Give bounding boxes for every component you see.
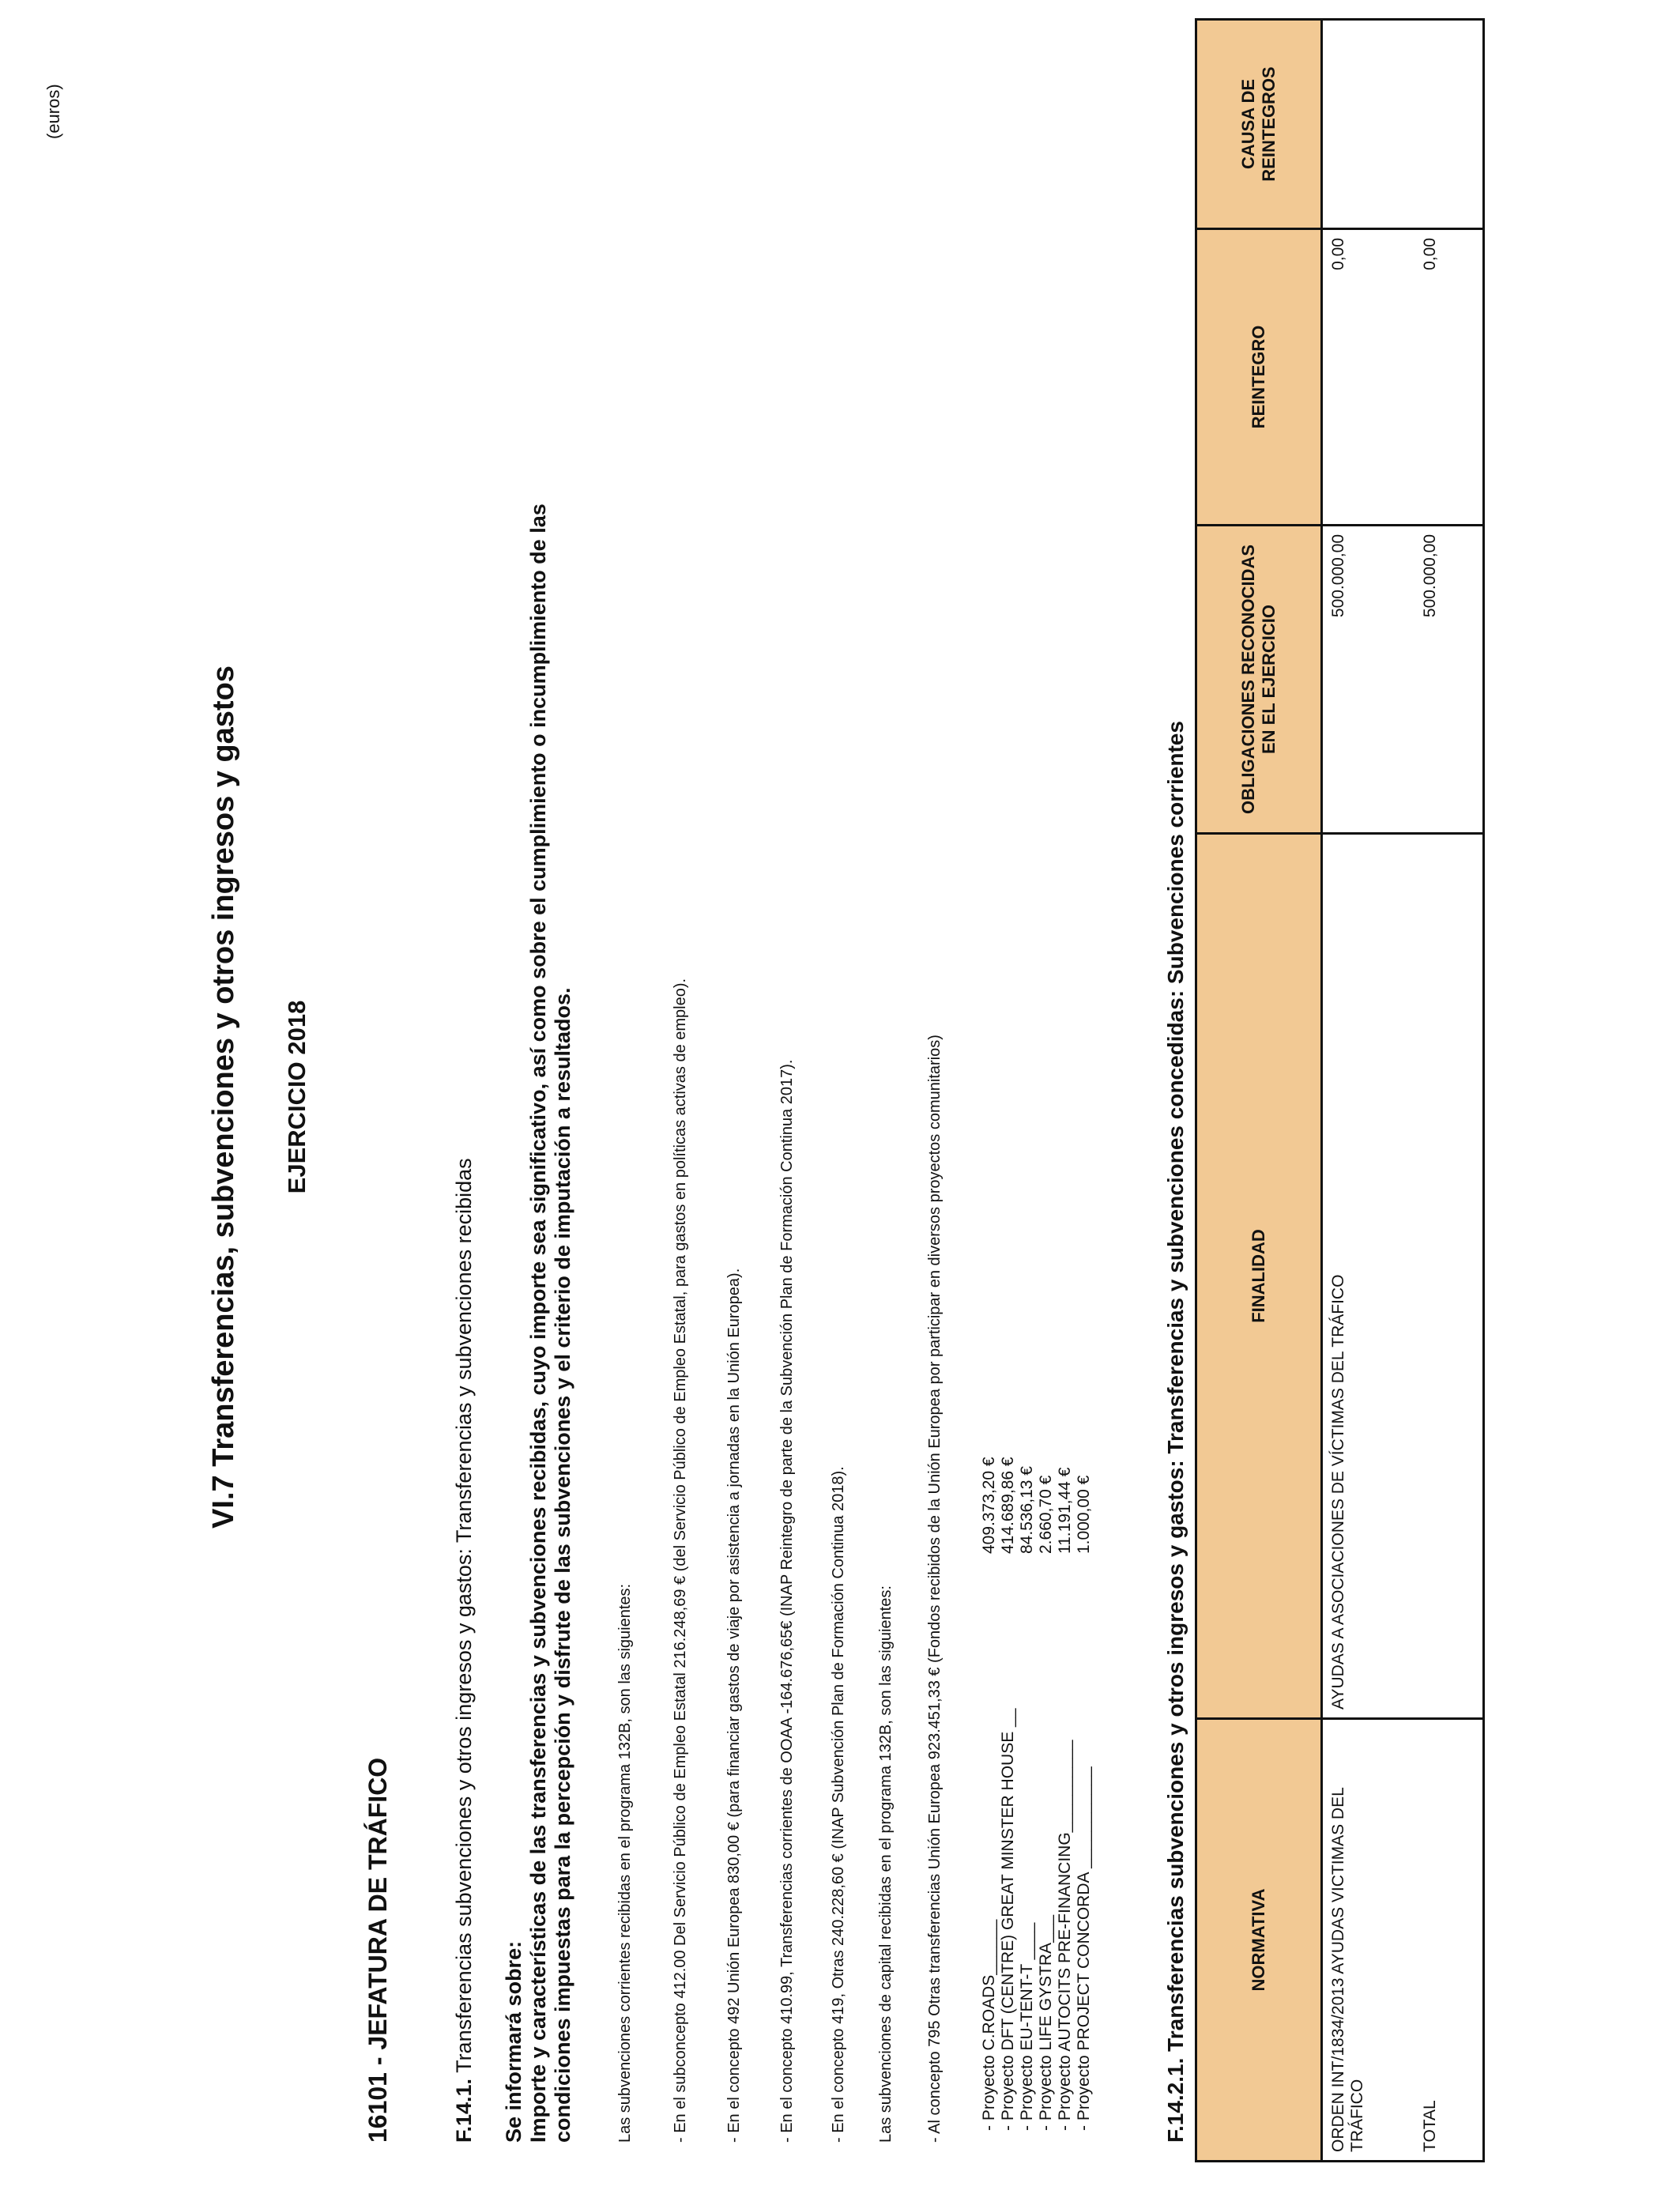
cell-finalidad: AYUDAS A ASOCIACIONES DE VÍCTIMAS DEL TRÁFICO xyxy=(1322,834,1415,1719)
table-header-row xyxy=(1196,20,1322,2162)
project-amount: 409.373,20 € xyxy=(980,1457,998,1554)
project-amount: 1.000,00 € xyxy=(1075,1475,1093,1554)
total-finalidad-empty xyxy=(1414,834,1484,1719)
project-name: - Proyecto EU-TENT-T ____ xyxy=(1018,1922,1036,2131)
section-title: Transferencias subvenciones y otros ingresos y gastos: Transferencias y subvenciones concedidas: Subvenciones corrientes xyxy=(1163,721,1188,2052)
project-name: - Proyecto C.ROADS______ xyxy=(980,1919,998,2131)
paragraph-419: - En el concepto 419, Otras 240.228,60 € (INAP Subvención Plan de Formación Continua 2018). xyxy=(830,1466,847,2143)
total-causa-empty xyxy=(1414,20,1484,229)
note-line: Importe y características de las transferencias y subvenciones recibidas, cuyo importe sea significativo, así como sobre el cumplimiento o incumplimiento de las xyxy=(526,503,550,2143)
project-name: - Proyecto PROJECT CONCORDA ___________ xyxy=(1075,1766,1093,2131)
organization-heading: 16101 - JEFATURA DE TRÁFICO xyxy=(363,1757,392,2143)
section-code: F.14.2.1. xyxy=(1163,2057,1188,2143)
total-obligaciones: 500.000,00 xyxy=(1414,526,1484,834)
project-name: - Proyecto AUTOCITS PRE-FINANCING__________ xyxy=(1056,1740,1074,2131)
project-name: - Proyecto DFT (CENTRE) GREAT MINSTER HOUSE __ xyxy=(999,1708,1017,2131)
units-label: (euros) xyxy=(43,84,63,139)
information-note xyxy=(502,503,575,2143)
note-line: Se informará sobre: xyxy=(502,1940,525,2143)
project-amount: 84.536,13 € xyxy=(1018,1466,1036,1554)
total-reintegro: 0,00 xyxy=(1414,229,1484,526)
cell-reintegro: 0,00 xyxy=(1322,229,1415,526)
col-obligaciones: OBLIGACIONES RECONOCIDAS EN EL EJERCICIO xyxy=(1196,526,1322,834)
paragraph-capital-intro: Las subvenciones de capital recibidas en el programa 132B, son las siguientes: xyxy=(877,1585,895,2143)
project-name: - Proyecto LIFE GYSTRA___ xyxy=(1037,1914,1055,2131)
project-amount: 11.191,44 € xyxy=(1056,1467,1074,1554)
paragraph-412: - En el subconcepto 412.00 Del Servicio Público de Empleo Estatal 216.248,69 € (del Servicio Público de Empleo Estatal, para gastos en políticas activas de empleo). xyxy=(672,978,689,2143)
col-normativa: NORMATIVA xyxy=(1196,1719,1322,2162)
table-row xyxy=(1322,20,1415,2162)
col-reintegro: REINTEGRO xyxy=(1196,229,1322,526)
section-title: Transferencias subvenciones y otros ingresos y gastos: Transferencias y subvenciones recibidas xyxy=(452,1158,476,2073)
cell-causa xyxy=(1322,20,1415,229)
note-line: condiciones impuestas para la percepción y disfrute de las subvenciones y el criterio de imputación a resultados. xyxy=(551,987,574,2143)
col-finalidad: FINALIDAD xyxy=(1196,834,1322,1719)
cell-obligaciones: 500.000,00 xyxy=(1322,526,1415,834)
table-total-row xyxy=(1414,20,1484,2162)
paragraph-current-intro: Las subvenciones corrientes recibidas en el programa 132B, son las siguientes: xyxy=(616,1583,634,2143)
paragraph-795: - Al concepto 795 Otras transferencias Unión Europea 923.451,33 € (Fondos recibidos de la Unión Europea por participar en diversos proyectos comunitarios) xyxy=(926,1035,944,2143)
project-list xyxy=(980,1709,1094,2131)
subsidies-table xyxy=(1195,18,1485,2162)
project-amounts xyxy=(980,1457,1094,1554)
total-label: TOTAL xyxy=(1414,1719,1484,2162)
paragraph-410: - En el concepto 410.99, Transferencias corrientes de OOAA -164.676,65€ (INAP Reintegro de parte de la Subvención Plan de Formación Continua 2017). xyxy=(778,1059,796,2143)
exercise-year: EJERCICIO 2018 xyxy=(283,1000,311,1194)
section-heading-granted xyxy=(1163,721,1188,2143)
section-code: F.14.1. xyxy=(452,2078,476,2143)
paragraph-492: - En el concepto 492 Unión Europea 830,00 € (para financiar gastos de viaje por asistencia a jornadas en la Unión Europea). xyxy=(725,1268,743,2143)
page-title: VI.7 Transferencias, subvenciones y otros ingresos y gastos xyxy=(207,665,240,1529)
cell-normativa: ORDEN INT/1834/2013 AYUDAS VICTIMAS DEL TRÁFICO xyxy=(1322,1719,1415,2162)
section-heading-received xyxy=(452,1158,477,2143)
project-amount: 2.660,70 € xyxy=(1037,1475,1055,1554)
col-causa: CAUSA DE REINTEGROS xyxy=(1196,20,1322,229)
project-amount: 414.689,86 € xyxy=(999,1457,1017,1554)
